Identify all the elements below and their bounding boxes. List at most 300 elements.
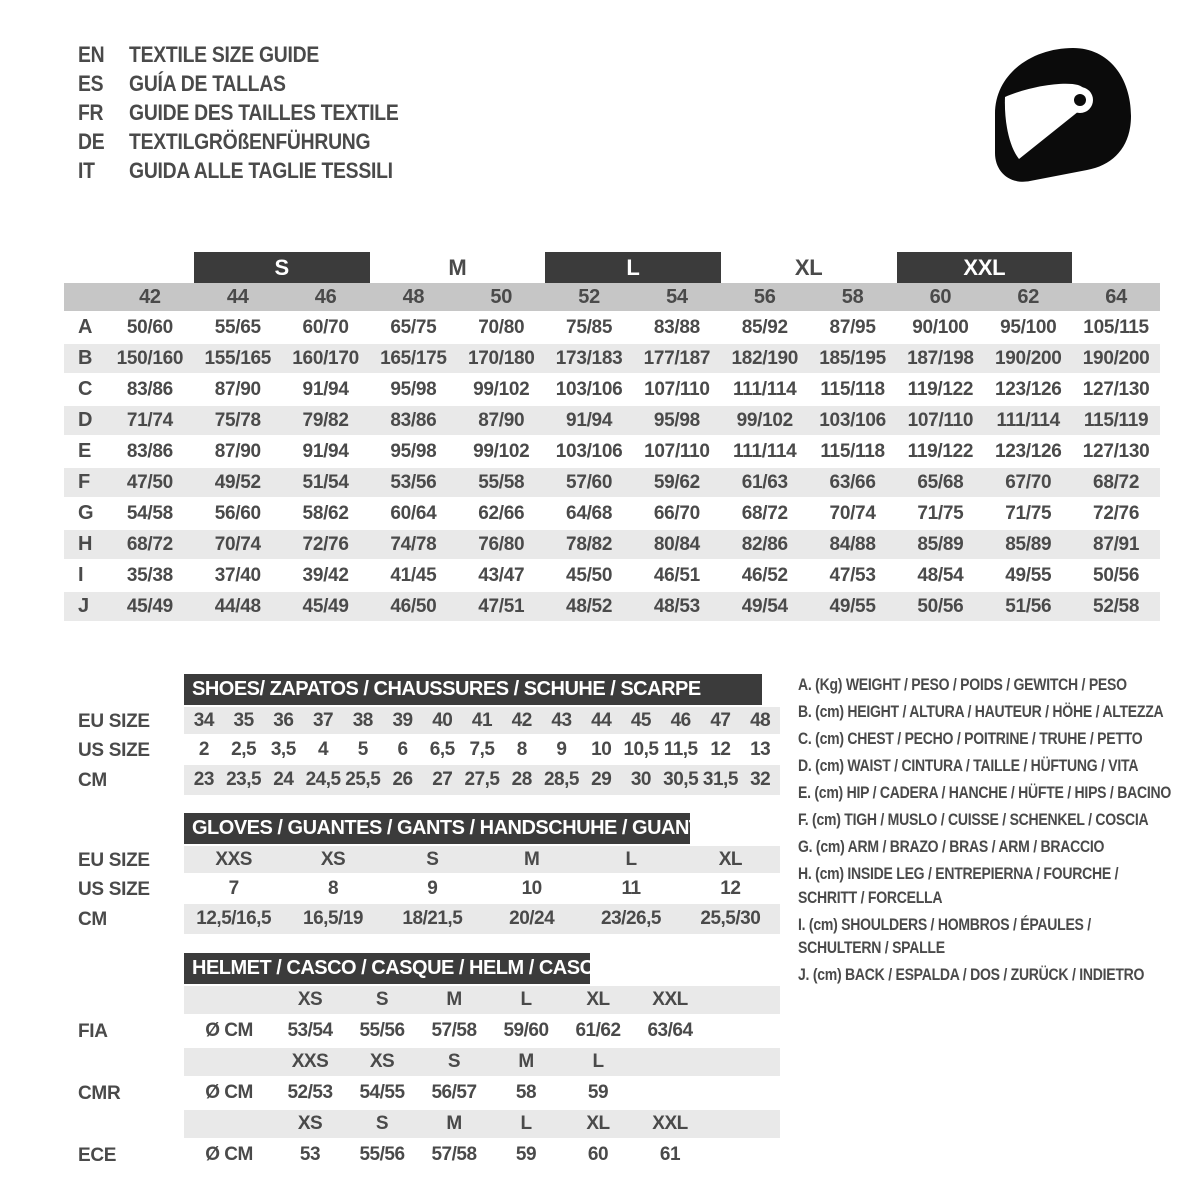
unit-spacer xyxy=(184,1048,274,1076)
helmet-size-row xyxy=(64,986,780,1016)
size-cell: 115/118 xyxy=(820,378,885,400)
size-cell: 111/114 xyxy=(733,440,797,462)
size-cell: 55/56 xyxy=(359,1020,405,1041)
size-cell: 80/84 xyxy=(653,533,700,555)
size-cell: 63/64 xyxy=(647,1020,693,1041)
size-cell: 27,5 xyxy=(464,769,500,790)
row-label: EU SIZE xyxy=(78,849,150,871)
helmet-size-label: XL xyxy=(586,1113,610,1134)
language-title: GUIDE DES TAILLES TEXTILE xyxy=(129,100,399,125)
standard-label: FIA xyxy=(78,1021,108,1042)
size-cell: 9 xyxy=(427,877,438,899)
size-cell: 95/98 xyxy=(390,440,437,462)
table-row xyxy=(64,437,1160,468)
size-cell: 182/190 xyxy=(731,347,799,369)
size-cell: 8 xyxy=(516,738,527,760)
row-label: J xyxy=(78,595,89,617)
size-cell: 123/126 xyxy=(994,378,1062,400)
size-cell: S xyxy=(426,848,439,870)
size-cell: 27 xyxy=(432,769,453,790)
language-title: TEXTILGRÖßENFÜHRUNG xyxy=(129,129,371,154)
accessory-tables xyxy=(64,674,780,1172)
size-band-m: M xyxy=(448,254,467,280)
size-cell: 173/183 xyxy=(555,347,623,369)
size-cell: 38 xyxy=(352,709,373,731)
size-cell: 83/86 xyxy=(126,440,173,462)
size-column-header: 58 xyxy=(841,285,864,308)
language-code: ES xyxy=(78,71,104,96)
size-cell: 68/72 xyxy=(741,502,788,524)
size-cell: 30,5 xyxy=(663,769,699,790)
row-filler xyxy=(706,1110,780,1138)
size-cell: 64/68 xyxy=(566,502,613,524)
diameter-unit-label: Ø CM xyxy=(205,1020,253,1041)
language-title: GUÍA DE TALLAS xyxy=(129,71,286,96)
header-spacer xyxy=(64,283,106,311)
legend-item: G. (cm) ARM / BRAZO / BRAS / ARM / BRACCIO xyxy=(798,838,1105,856)
size-cell: 7,5 xyxy=(469,738,495,760)
row-filler xyxy=(706,986,780,1014)
size-band-s: S xyxy=(194,252,370,283)
size-cell: 82/86 xyxy=(741,533,788,555)
legend-item: H. (cm) INSIDE LEG / ENTREPIERNA / FOURCHE / SCHRITT / FORCELLA xyxy=(798,865,1119,907)
row-filler xyxy=(706,1048,780,1076)
size-cell: 48/53 xyxy=(653,595,700,617)
size-cell: 187/198 xyxy=(907,347,974,369)
row-label: B xyxy=(78,347,93,369)
size-cell: 54/55 xyxy=(359,1082,405,1103)
size-cell: 60/70 xyxy=(302,316,349,338)
row-filler xyxy=(706,1140,780,1170)
size-cell: 56/60 xyxy=(214,502,261,524)
racing-helmet-icon xyxy=(985,40,1137,190)
helmet-size-label: M xyxy=(518,1051,534,1072)
row-label: CM xyxy=(78,770,107,791)
size-cell: 25,5/30 xyxy=(700,908,761,929)
row-label: F xyxy=(78,471,90,493)
size-cell: 50/56 xyxy=(917,595,964,617)
row-label xyxy=(64,986,184,1016)
helmet-size-label: S xyxy=(375,989,389,1010)
size-cell: 57/58 xyxy=(431,1020,477,1041)
size-cell: 75/85 xyxy=(566,316,613,338)
size-cell: 99/102 xyxy=(473,378,530,400)
size-cell: 87/95 xyxy=(829,316,876,338)
row-filler xyxy=(706,1078,780,1108)
size-cell: 12 xyxy=(720,877,741,899)
language-row xyxy=(78,127,399,156)
size-cell: 115/118 xyxy=(820,440,885,462)
size-cell: 68/72 xyxy=(1093,471,1140,493)
size-column-header: 60 xyxy=(929,285,952,308)
table-row xyxy=(64,875,780,904)
standard-label: CMR xyxy=(78,1083,121,1104)
size-cell: 50/56 xyxy=(1093,564,1140,586)
size-cell: 30 xyxy=(630,769,651,790)
size-cell: 9 xyxy=(556,738,567,760)
row-values xyxy=(184,904,780,936)
table-row xyxy=(64,530,1160,561)
size-cell: 51/54 xyxy=(302,471,349,493)
size-column-header: 42 xyxy=(139,285,161,308)
size-cell: 43 xyxy=(551,709,572,731)
size-cell: 95/100 xyxy=(1000,316,1057,338)
size-column-header: 62 xyxy=(1017,285,1040,308)
size-cell: 87/90 xyxy=(214,378,261,400)
size-cell: 67/70 xyxy=(1005,471,1052,493)
size-cell: 127/130 xyxy=(1082,378,1150,400)
size-cell: 177/187 xyxy=(643,347,711,369)
size-cell: 48 xyxy=(750,709,771,731)
size-cell: 49/55 xyxy=(1005,564,1052,586)
size-cell: 105/115 xyxy=(1083,316,1149,338)
legend-item: I. (cm) SHOULDERS / HOMBROS / ÉPAULES / SCHULTERN / SPALLE xyxy=(798,915,1091,957)
size-cell: 28,5 xyxy=(543,769,579,790)
table-row xyxy=(64,846,780,875)
size-cell xyxy=(634,1078,706,1108)
table-row xyxy=(64,765,780,797)
size-cell: 59 xyxy=(587,1082,609,1103)
size-cell: 11,5 xyxy=(663,738,698,760)
standard-label: ECE xyxy=(78,1145,117,1166)
size-cell: 160/170 xyxy=(292,347,359,369)
size-cell: 95/98 xyxy=(653,409,700,431)
row-values xyxy=(184,707,780,736)
size-cell: 51/56 xyxy=(1005,595,1052,617)
size-cell: 56/57 xyxy=(431,1082,477,1103)
row-label xyxy=(64,1110,184,1140)
size-cell: 49/55 xyxy=(829,595,876,617)
row-values xyxy=(184,986,780,1016)
size-cell: 66/70 xyxy=(653,502,700,524)
size-cell: 18/21,5 xyxy=(402,908,463,929)
shoes-table xyxy=(64,674,780,797)
size-bands-row xyxy=(64,252,1160,283)
language-row xyxy=(78,98,399,127)
size-cell: 44 xyxy=(591,709,612,731)
size-cell: 36 xyxy=(273,709,294,731)
row-values xyxy=(184,1140,780,1172)
size-cell: 3,5 xyxy=(270,738,296,760)
legend-item: D. (cm) WAIST / CINTURA / TAILLE / HÜFTUNG / VITA xyxy=(798,757,1139,775)
size-cell: 48/52 xyxy=(566,595,613,617)
size-cell: 47 xyxy=(710,709,731,731)
size-cell: 91/94 xyxy=(302,440,349,462)
helmet-table-title: HELMET / CASCO / CASQUE / HELM / CASCO xyxy=(184,953,590,984)
helmet-size-label: XL xyxy=(586,989,610,1010)
row-label: US SIZE xyxy=(78,739,150,761)
size-cell: 46/51 xyxy=(653,564,700,586)
size-cell: 150/160 xyxy=(116,347,184,369)
size-cell: 58/62 xyxy=(302,502,349,524)
row-label: H xyxy=(78,533,93,555)
size-cell: 25,5 xyxy=(345,769,381,790)
size-cell: 68/72 xyxy=(126,533,173,555)
size-column-header: 64 xyxy=(1105,285,1127,308)
size-cell: 85/89 xyxy=(917,533,964,555)
size-cell: 55/58 xyxy=(478,471,525,493)
size-cell: 2 xyxy=(198,738,209,760)
size-cell: 61/63 xyxy=(741,471,788,493)
language-row xyxy=(78,69,399,98)
diameter-unit-label: Ø CM xyxy=(205,1082,253,1103)
size-cell: 39/42 xyxy=(302,564,349,586)
size-cell: 23 xyxy=(193,769,214,790)
size-cell: 10,5 xyxy=(623,738,659,760)
size-cell: 53 xyxy=(299,1144,321,1165)
size-cell: 11 xyxy=(621,877,641,899)
language-code: DE xyxy=(78,129,105,154)
size-cell: 31,5 xyxy=(702,769,738,790)
legend-item: B. (cm) HEIGHT / ALTURA / HAUTEUR / HÖHE / ALTEZZA xyxy=(798,703,1164,721)
table-row xyxy=(64,468,1160,499)
size-column-header: 46 xyxy=(314,285,337,308)
size-cell: 10 xyxy=(591,738,612,760)
size-cell: 53/56 xyxy=(390,471,437,493)
band-spacer xyxy=(106,252,194,283)
helmet-size-label: S xyxy=(447,1051,461,1072)
row-label: CM xyxy=(78,909,107,930)
size-cell: 6 xyxy=(397,738,408,760)
language-title: TEXTILE SIZE GUIDE xyxy=(129,42,319,67)
size-cell: 41 xyxy=(471,709,493,731)
size-band-xxl: XXL xyxy=(897,252,1073,283)
size-cell: M xyxy=(524,848,540,870)
size-cell: 57/58 xyxy=(431,1144,477,1165)
helmet-size-label: M xyxy=(446,1113,462,1134)
table-row xyxy=(64,344,1160,375)
size-cell: 12 xyxy=(710,738,731,760)
size-cell: 37 xyxy=(312,709,334,731)
size-cell: 190/200 xyxy=(994,347,1062,369)
size-cell: 155/165 xyxy=(204,347,272,369)
size-cell: 6,5 xyxy=(429,738,455,760)
size-cell: 53/54 xyxy=(287,1020,333,1041)
row-values xyxy=(184,1016,780,1048)
helmet-value-row xyxy=(64,1140,780,1172)
size-cell: 46/52 xyxy=(741,564,788,586)
size-band-l: L xyxy=(545,252,721,283)
size-cell: 75/78 xyxy=(214,409,261,431)
helmet-size-label: XXL xyxy=(652,989,688,1010)
size-cell: 41/45 xyxy=(390,564,437,586)
size-cell: 44/48 xyxy=(214,595,261,617)
helmet-size-label xyxy=(634,1048,706,1076)
size-cell: 91/94 xyxy=(566,409,613,431)
legend-item: J. (cm) BACK / ESPALDA / DOS / ZURÜCK / INDIETRO xyxy=(798,966,1145,984)
size-cell: 74/78 xyxy=(390,533,437,555)
size-cell: 60 xyxy=(587,1144,609,1165)
language-code: EN xyxy=(78,42,105,67)
unit-spacer xyxy=(184,986,274,1014)
helmet-value-row xyxy=(64,1078,780,1110)
size-cell: 84/88 xyxy=(829,533,876,555)
size-cell: 71/75 xyxy=(917,502,964,524)
helmet-size-label: L xyxy=(592,1051,604,1072)
size-cell: XL xyxy=(718,848,742,870)
size-cell: 70/80 xyxy=(478,316,525,338)
size-cell: 20/24 xyxy=(509,908,555,929)
size-cell: 190/200 xyxy=(1082,347,1150,369)
size-column-header: 54 xyxy=(666,285,688,308)
row-values xyxy=(184,1048,780,1078)
row-values xyxy=(184,846,780,875)
size-cell: 39 xyxy=(392,709,413,731)
size-cell: 79/82 xyxy=(302,409,349,431)
size-cell: 63/66 xyxy=(829,471,876,493)
row-label: E xyxy=(78,440,92,462)
shoes-table-title: SHOES/ ZAPATOS / CHAUSSURES / SCHUHE / SCARPE xyxy=(184,674,762,705)
size-cell: 59/62 xyxy=(653,471,700,493)
size-cell: 65/68 xyxy=(917,471,964,493)
size-cell: 71/74 xyxy=(126,409,173,431)
size-column-header: 50 xyxy=(490,285,513,308)
row-label: US SIZE xyxy=(78,878,150,900)
language-list xyxy=(78,40,399,185)
table-row xyxy=(64,375,1160,406)
unit-spacer xyxy=(184,1110,274,1138)
size-cell: 107/110 xyxy=(907,409,974,431)
helmet-size-label: L xyxy=(520,989,532,1010)
legend-item: A. (Kg) WEIGHT / PESO / POIDS / GEWITCH / PESO xyxy=(798,676,1127,694)
size-cell: 47/51 xyxy=(478,595,525,617)
size-cell: 61/62 xyxy=(575,1020,621,1041)
row-label xyxy=(64,1048,184,1078)
size-cell: 62/66 xyxy=(478,502,525,524)
size-cell: 45 xyxy=(630,709,651,731)
size-cell: 28 xyxy=(511,769,532,790)
size-cell: 65/75 xyxy=(390,316,437,338)
helmet-size-label: M xyxy=(446,989,462,1010)
size-cell: 70/74 xyxy=(214,533,261,555)
table-row xyxy=(64,561,1160,592)
row-label: D xyxy=(78,409,93,431)
textile-size-table xyxy=(64,252,1160,623)
textile-size-rows xyxy=(64,313,1160,623)
legend-item: E. (cm) HIP / CADERA / HANCHE / HÜFTE / HIPS / BACINO xyxy=(798,784,1171,802)
size-cell: 47/53 xyxy=(829,564,876,586)
size-cell: 91/94 xyxy=(302,378,349,400)
size-cell: 37/40 xyxy=(214,564,261,586)
size-cell: 85/89 xyxy=(1005,533,1052,555)
size-cell: 95/98 xyxy=(390,378,437,400)
size-cell: 72/76 xyxy=(302,533,349,555)
size-cell: 185/195 xyxy=(819,347,886,369)
size-cell: 50/60 xyxy=(126,316,173,338)
size-cell: 111/114 xyxy=(996,409,1060,431)
table-row xyxy=(64,592,1160,623)
size-cell: 170/180 xyxy=(467,347,535,369)
size-cell: 99/102 xyxy=(736,409,793,431)
band-spacer xyxy=(1072,252,1160,283)
size-cell: 72/76 xyxy=(1093,502,1140,524)
size-cell: 54/58 xyxy=(126,502,173,524)
size-cell: 119/122 xyxy=(907,378,974,400)
size-cell: 35 xyxy=(233,709,254,731)
legend-item: F. (cm) TIGH / MUSLO / CUISSE / SCHENKEL / COSCIA xyxy=(798,811,1149,829)
row-values xyxy=(184,765,780,797)
size-cell: 83/88 xyxy=(653,316,700,338)
size-cell: 26 xyxy=(392,769,413,790)
size-cell: 4 xyxy=(318,738,329,760)
size-cell: 60/64 xyxy=(390,502,437,524)
size-cell: 5 xyxy=(357,738,368,760)
helmet-size-row xyxy=(64,1110,780,1140)
helmet-size-label: L xyxy=(520,1113,532,1134)
size-column-header: 52 xyxy=(578,285,600,308)
size-cell: 23/26,5 xyxy=(601,908,661,929)
size-cell: 87/90 xyxy=(214,440,261,462)
size-band-xl: XL xyxy=(794,254,823,280)
size-cell: 47/50 xyxy=(126,471,173,493)
size-cell: 59 xyxy=(515,1144,537,1165)
size-cell: 87/91 xyxy=(1093,533,1140,555)
row-values xyxy=(184,1110,780,1140)
size-cell: 46/50 xyxy=(390,595,437,617)
size-cell: 2,5 xyxy=(231,738,257,760)
helmet-value-row xyxy=(64,1016,780,1048)
size-cell: 48/54 xyxy=(917,564,964,586)
size-cell: 24 xyxy=(273,769,294,790)
row-label: G xyxy=(78,502,94,524)
size-cell: 119/122 xyxy=(907,440,974,462)
table-row xyxy=(64,499,1160,530)
helmet-size-label: XXL xyxy=(652,1113,688,1134)
size-column-header: 56 xyxy=(753,285,776,308)
size-cell: 16,5/19 xyxy=(303,908,363,929)
size-cell: 127/130 xyxy=(1082,440,1150,462)
size-cell: 83/86 xyxy=(390,409,437,431)
size-cell: 46 xyxy=(670,709,691,731)
size-cell: 111/114 xyxy=(733,378,797,400)
size-cell: 107/110 xyxy=(644,378,710,400)
band-spacer xyxy=(64,252,106,283)
table-row xyxy=(64,406,1160,437)
size-cell: 90/100 xyxy=(912,316,969,338)
size-cell: 52/53 xyxy=(287,1082,333,1103)
row-values xyxy=(184,736,780,765)
size-cell: 45/49 xyxy=(126,595,173,617)
size-cell: 49/52 xyxy=(214,471,261,493)
gloves-table xyxy=(64,813,780,936)
size-cell: 23,5 xyxy=(226,769,262,790)
size-column-header: 44 xyxy=(226,285,249,308)
helmet-size-label: S xyxy=(375,1113,389,1134)
size-cell: 8 xyxy=(327,877,339,899)
helmet-size-row xyxy=(64,1048,780,1078)
size-columns-header xyxy=(64,283,1160,313)
size-cell: 103/106 xyxy=(555,378,623,400)
size-cell: 70/74 xyxy=(829,502,876,524)
size-cell: 45/50 xyxy=(566,564,613,586)
size-cell: 10 xyxy=(521,877,542,899)
size-cell: 87/90 xyxy=(478,409,525,431)
size-cell: 107/110 xyxy=(644,440,710,462)
size-cell: 78/82 xyxy=(566,533,613,555)
row-values xyxy=(184,1078,780,1110)
language-code: FR xyxy=(78,100,104,125)
size-cell: XS xyxy=(320,848,346,870)
size-cell: 76/80 xyxy=(478,533,525,555)
size-cell: 32 xyxy=(750,769,771,790)
helmet-size-label: XS xyxy=(369,1051,395,1072)
measurement-legend xyxy=(798,674,1172,991)
size-cell: 83/86 xyxy=(126,378,173,400)
row-filler xyxy=(706,1016,780,1046)
size-cell: 7 xyxy=(228,877,239,899)
row-label: A xyxy=(78,316,93,338)
language-title: GUIDA ALLE TAGLIE TESSILI xyxy=(129,158,393,183)
